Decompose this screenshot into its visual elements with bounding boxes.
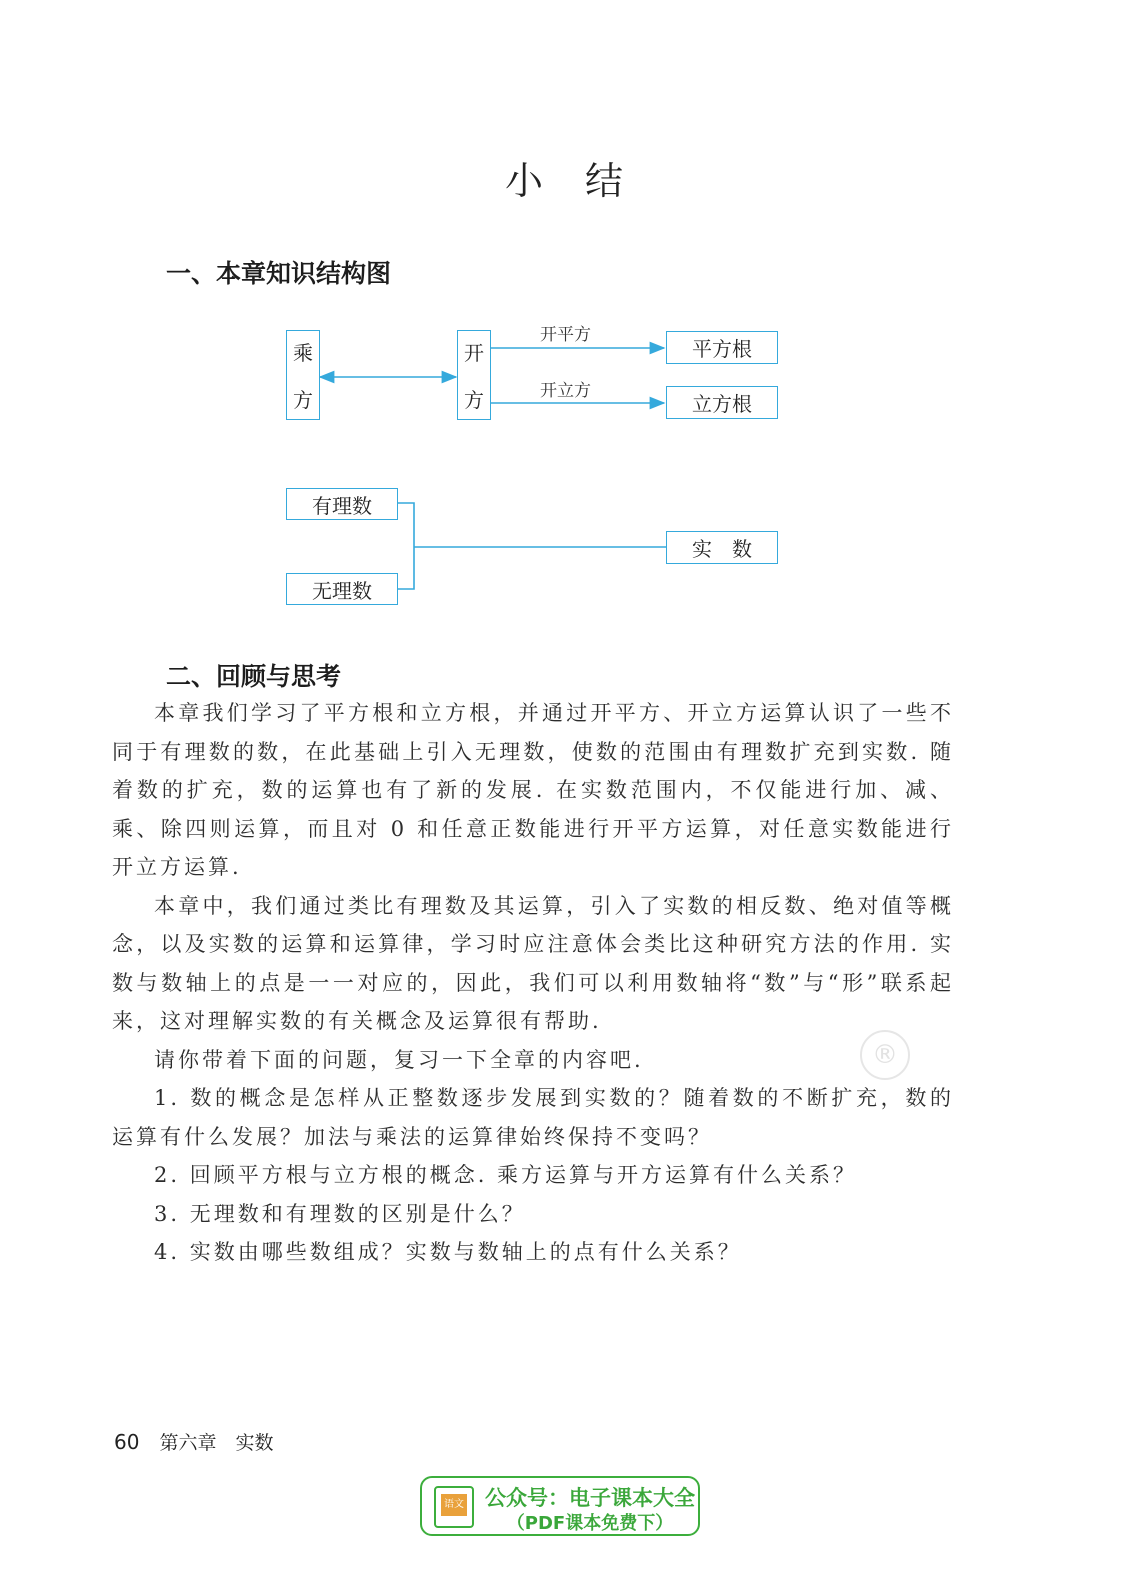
paragraph: 请你带着下面的问题，复习一下全章的内容吧. bbox=[154, 1047, 644, 1072]
box-chengfang-char1: 乘 bbox=[293, 341, 313, 365]
question-item: 2. 回顾平方根与立方根的概念. 乘方运算与开方运算有什么关系？ bbox=[154, 1163, 858, 1187]
review-text bbox=[112, 694, 954, 1272]
box-kaifang bbox=[457, 330, 491, 420]
label-kaipingfang: 开平方 bbox=[540, 325, 591, 345]
label-kailifang: 开立方 bbox=[540, 381, 591, 401]
section-heading-review: 二、回顾与思考 bbox=[166, 662, 342, 691]
box-wulishu: 无理数 bbox=[286, 573, 398, 605]
question-item: 3. 无理数和有理数的区别是什么？ bbox=[154, 1201, 526, 1226]
bracket-rational-irrational bbox=[398, 503, 414, 589]
box-shishu: 实 数 bbox=[666, 531, 778, 564]
box-lifanggen: 立方根 bbox=[666, 386, 778, 419]
knowledge-structure-diagram bbox=[0, 0, 1130, 640]
page-title: 小 结 bbox=[504, 159, 625, 203]
book-icon bbox=[434, 1486, 474, 1528]
box-chengfang-char2: 方 bbox=[293, 388, 313, 412]
promo-line1: 公众号：电子课本大全 bbox=[485, 1486, 695, 1510]
box-kaifang-char1: 开 bbox=[464, 341, 484, 365]
promo-banner[interactable] bbox=[420, 1476, 700, 1536]
box-kaifang-char2: 方 bbox=[464, 388, 484, 412]
box-pingfanggen: 平方根 bbox=[666, 331, 778, 364]
registered-trademark-watermark: ® bbox=[860, 1030, 910, 1080]
paragraph: 本章中，我们通过类比有理数及其运算，引入了实数的相反数、绝对值等概念，以及实数的运算和运算律，学习时应注意体会类比这种研究方法的作用. 实数与数轴上的点是一一对应的，因此，我们可以利用数轴将“数”与“形”联系起来，这对理解实数的有关概念及运算很有帮助. bbox=[112, 893, 954, 1033]
section-heading-structure: 一、本章知识结构图 bbox=[166, 259, 392, 288]
box-youlishu: 有理数 bbox=[286, 488, 398, 520]
promo-line2: （PDF课本免费下） bbox=[506, 1513, 674, 1534]
question-item: 1. 数的概念是怎样从正整数逐步发展到实数的？随着数的不断扩充，数的运算有什么发展？加法与乘法的运算律始终保持不变吗？ bbox=[112, 1086, 954, 1149]
paragraph: 本章我们学习了平方根和立方根，并通过开平方、开立方运算认识了一些不同于有理数的数，在此基础上引入无理数，使数的范围由有理数扩充到实数. 随着数的扩充，数的运算也有了新的发展. 在实数范围内，不仅能进行加、减、乘、除四则运算，而且对 0 和任意正数能进行开平方运算，对任意实数能进行开立方运算. bbox=[112, 701, 954, 879]
chapter-name: 第六章 实数 bbox=[159, 1432, 274, 1454]
page-number: 60 bbox=[114, 1430, 140, 1454]
book-icon-text: 语文 bbox=[441, 1494, 467, 1516]
question-item: 4. 实数由哪些数组成？实数与数轴上的点有什么关系？ bbox=[154, 1240, 742, 1264]
box-chengfang bbox=[286, 330, 320, 420]
page-footer bbox=[114, 1428, 274, 1455]
